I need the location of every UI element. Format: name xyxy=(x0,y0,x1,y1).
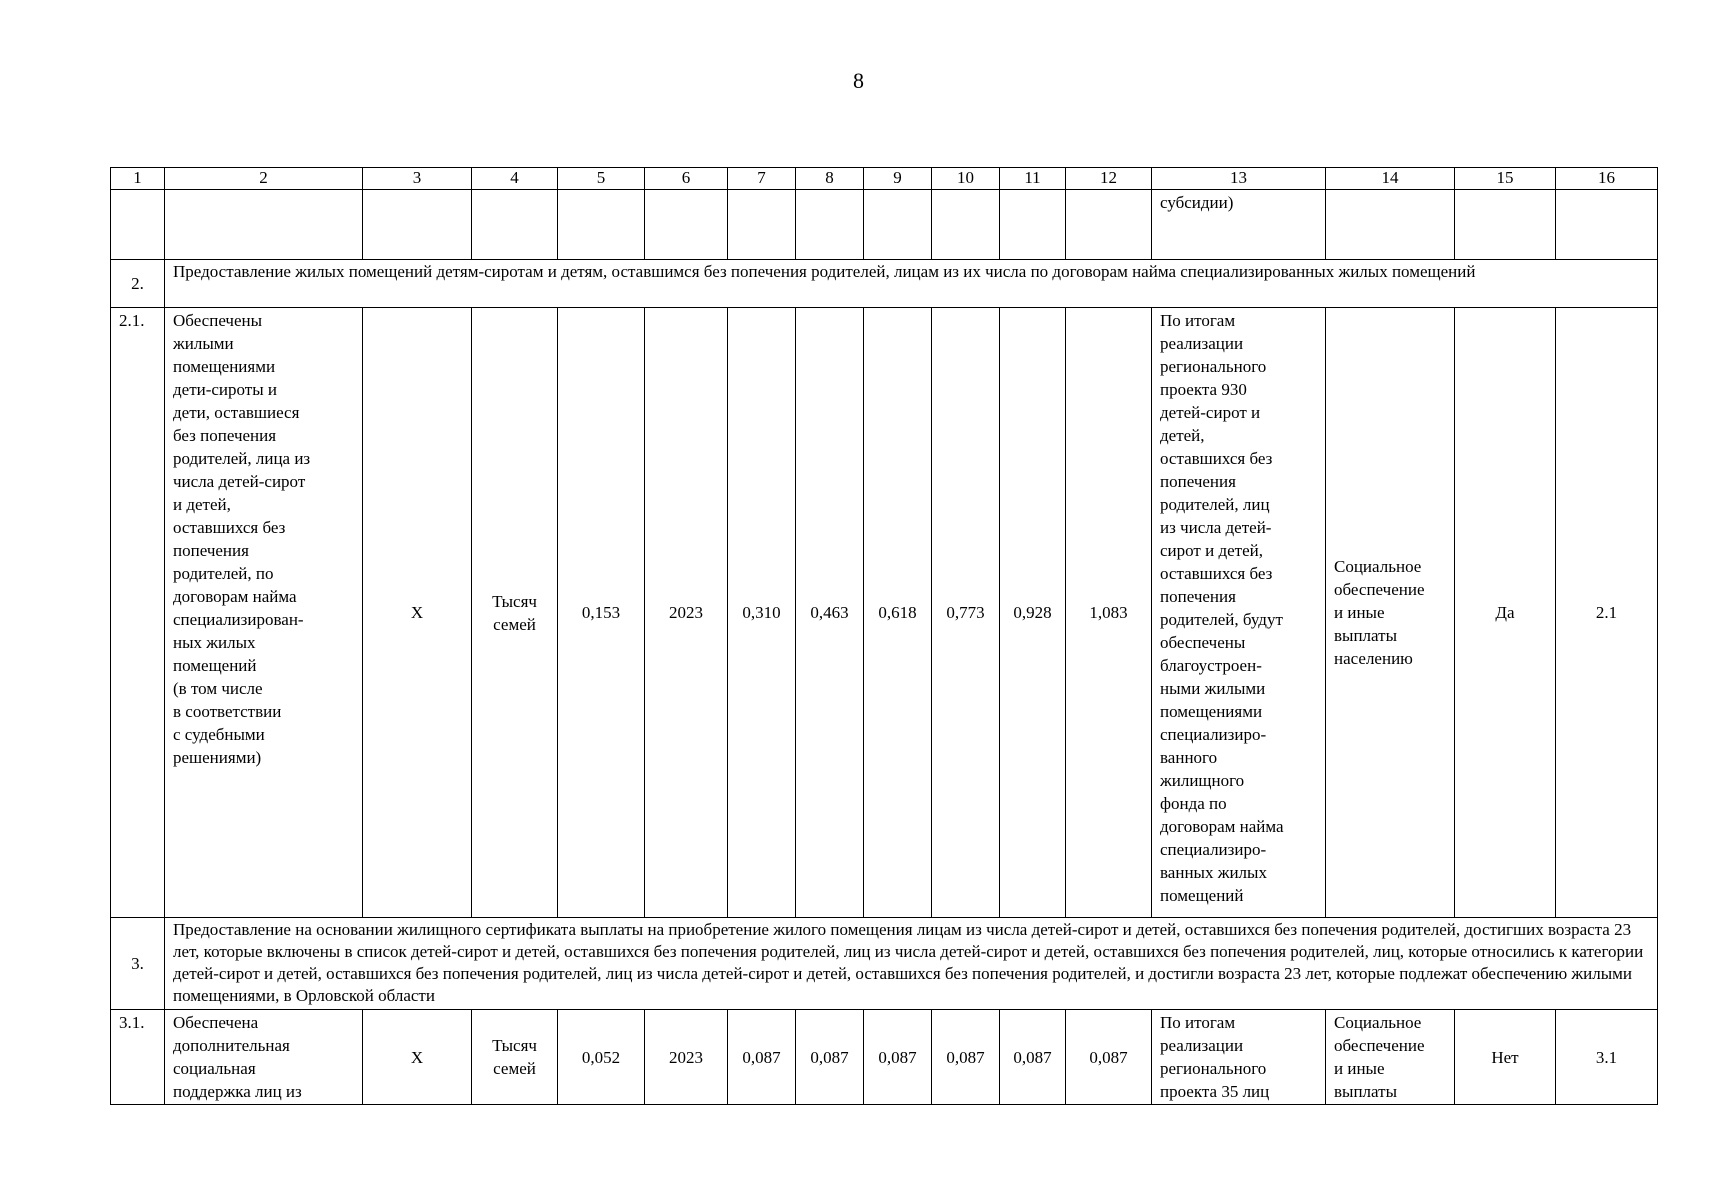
table-cell xyxy=(932,190,1000,260)
row-number: 3.1. xyxy=(111,1010,165,1105)
table-cell xyxy=(165,190,363,260)
table-row-3-1 xyxy=(111,1010,1658,1105)
indicator-name: Обеспечена дополнительная социальная поддержка лиц из xyxy=(165,1010,363,1105)
value-cell: 0,087 xyxy=(932,1010,1000,1105)
section-3-row xyxy=(111,918,1658,1010)
expense-type-cell: Социальное обеспечение и иные выплаты xyxy=(1326,1010,1455,1105)
table-row-2-1 xyxy=(111,308,1658,918)
column-number-row xyxy=(111,168,1658,190)
table-cell xyxy=(472,190,558,260)
unit-cell: Тысяч семей xyxy=(472,1010,558,1105)
column-number: 15 xyxy=(1455,168,1556,190)
base-value-cell: 0,052 xyxy=(558,1010,645,1105)
value-cell: 0,087 xyxy=(796,1010,864,1105)
continuation-row xyxy=(111,190,1658,260)
table-cell xyxy=(645,190,728,260)
column-number: 13 xyxy=(1152,168,1326,190)
table-cell xyxy=(864,190,932,260)
table-cell xyxy=(1556,190,1658,260)
table-cell xyxy=(1000,190,1066,260)
section-number: 3. xyxy=(111,918,165,1010)
section-2-row xyxy=(111,260,1658,308)
base-year-cell: 2023 xyxy=(645,1010,728,1105)
column-number: 6 xyxy=(645,168,728,190)
column-number: 4 xyxy=(472,168,558,190)
base-year-cell: 2023 xyxy=(645,308,728,918)
value-cell: 0,618 xyxy=(864,308,932,918)
value-cell: 0,928 xyxy=(1000,308,1066,918)
section-title: Предоставление жилых помещений детям-сиротам и детям, оставшимся без попечения родителей, лицам из их числа по договорам найма специализированных жилых помещений xyxy=(165,260,1658,308)
column-number: 10 xyxy=(932,168,1000,190)
value-cell: 0,087 xyxy=(1066,1010,1152,1105)
base-value-cell: 0,153 xyxy=(558,308,645,918)
result-description: По итогам реализации регионального проекта 930 детей-сирот и детей, оставшихся без попечения родителей, лиц из числа детей- сирот и детей, оставшихся без попечения родителей, будут обеспечены благоустроен- ными жилыми помещениями специализиро- ванного жилищного фонда по договорам найма специализиро- ванных жилых помещений xyxy=(1152,308,1326,918)
column-number: 5 xyxy=(558,168,645,190)
value-cell: 0,773 xyxy=(932,308,1000,918)
value-cell: 0,087 xyxy=(728,1010,796,1105)
column-number: 2 xyxy=(165,168,363,190)
section-number: 2. xyxy=(111,260,165,308)
report-table xyxy=(110,167,1658,1105)
column-number: 12 xyxy=(1066,168,1152,190)
table-cell: субсидии) xyxy=(1152,190,1326,260)
column-number: 9 xyxy=(864,168,932,190)
column-number: 14 xyxy=(1326,168,1455,190)
row-number: 2.1. xyxy=(111,308,165,918)
column-number: 7 xyxy=(728,168,796,190)
value-cell: 0,087 xyxy=(1000,1010,1066,1105)
value-cell: 0,087 xyxy=(864,1010,932,1105)
unit-cell: Тысяч семей xyxy=(472,308,558,918)
table-cell xyxy=(728,190,796,260)
flag-cell: Да xyxy=(1455,308,1556,918)
section-title: Предоставление на основании жилищного сертификата выплаты на приобретение жилого помещения лицам из числа детей-сирот и детей, оставшихся без попечения родителей, достигших возраста 23 лет, которые включены в список детей-сирот и детей, оставшихся без попечения родителей, лиц из числа детей-сирот и детей, оставшихся без попечения родителей, лиц, которые относились к категории детей-сирот и детей, оставшихся без попечения родителей, лиц из числа детей-сирот и детей, оставшихся без попечения родителей, и достигли возраста 23 лет, которые подлежат обеспечению жилыми помещениями, в Орловской области xyxy=(165,918,1658,1010)
column-number: 11 xyxy=(1000,168,1066,190)
column-number: 3 xyxy=(363,168,472,190)
table-cell xyxy=(363,190,472,260)
value-cell: 1,083 xyxy=(1066,308,1152,918)
column-number: 8 xyxy=(796,168,864,190)
column-number: 1 xyxy=(111,168,165,190)
value-cell: 0,463 xyxy=(796,308,864,918)
result-description: По итогам реализации регионального проекта 35 лиц xyxy=(1152,1010,1326,1105)
table-cell: X xyxy=(363,1010,472,1105)
indicator-name: Обеспечены жилыми помещениями дети-сироты и дети, оставшиеся без попечения родителей, лица из числа детей-сирот и детей, оставшихся без попечения родителей, по договорам найма специализирован- ных жилых помещений (в том числе в соответствии с судебными решениями) xyxy=(165,308,363,918)
table-cell xyxy=(1455,190,1556,260)
table-cell xyxy=(796,190,864,260)
expense-type-cell: Социальное обеспечение и иные выплаты населению xyxy=(1326,308,1455,918)
flag-cell: Нет xyxy=(1455,1010,1556,1105)
table-cell xyxy=(1066,190,1152,260)
table-cell xyxy=(111,190,165,260)
link-number-cell: 3.1 xyxy=(1556,1010,1658,1105)
link-number-cell: 2.1 xyxy=(1556,308,1658,918)
value-cell: 0,310 xyxy=(728,308,796,918)
column-number: 16 xyxy=(1556,168,1658,190)
page-number: 8 xyxy=(853,68,864,93)
table-cell xyxy=(1326,190,1455,260)
table-cell: X xyxy=(363,308,472,918)
table-cell xyxy=(558,190,645,260)
